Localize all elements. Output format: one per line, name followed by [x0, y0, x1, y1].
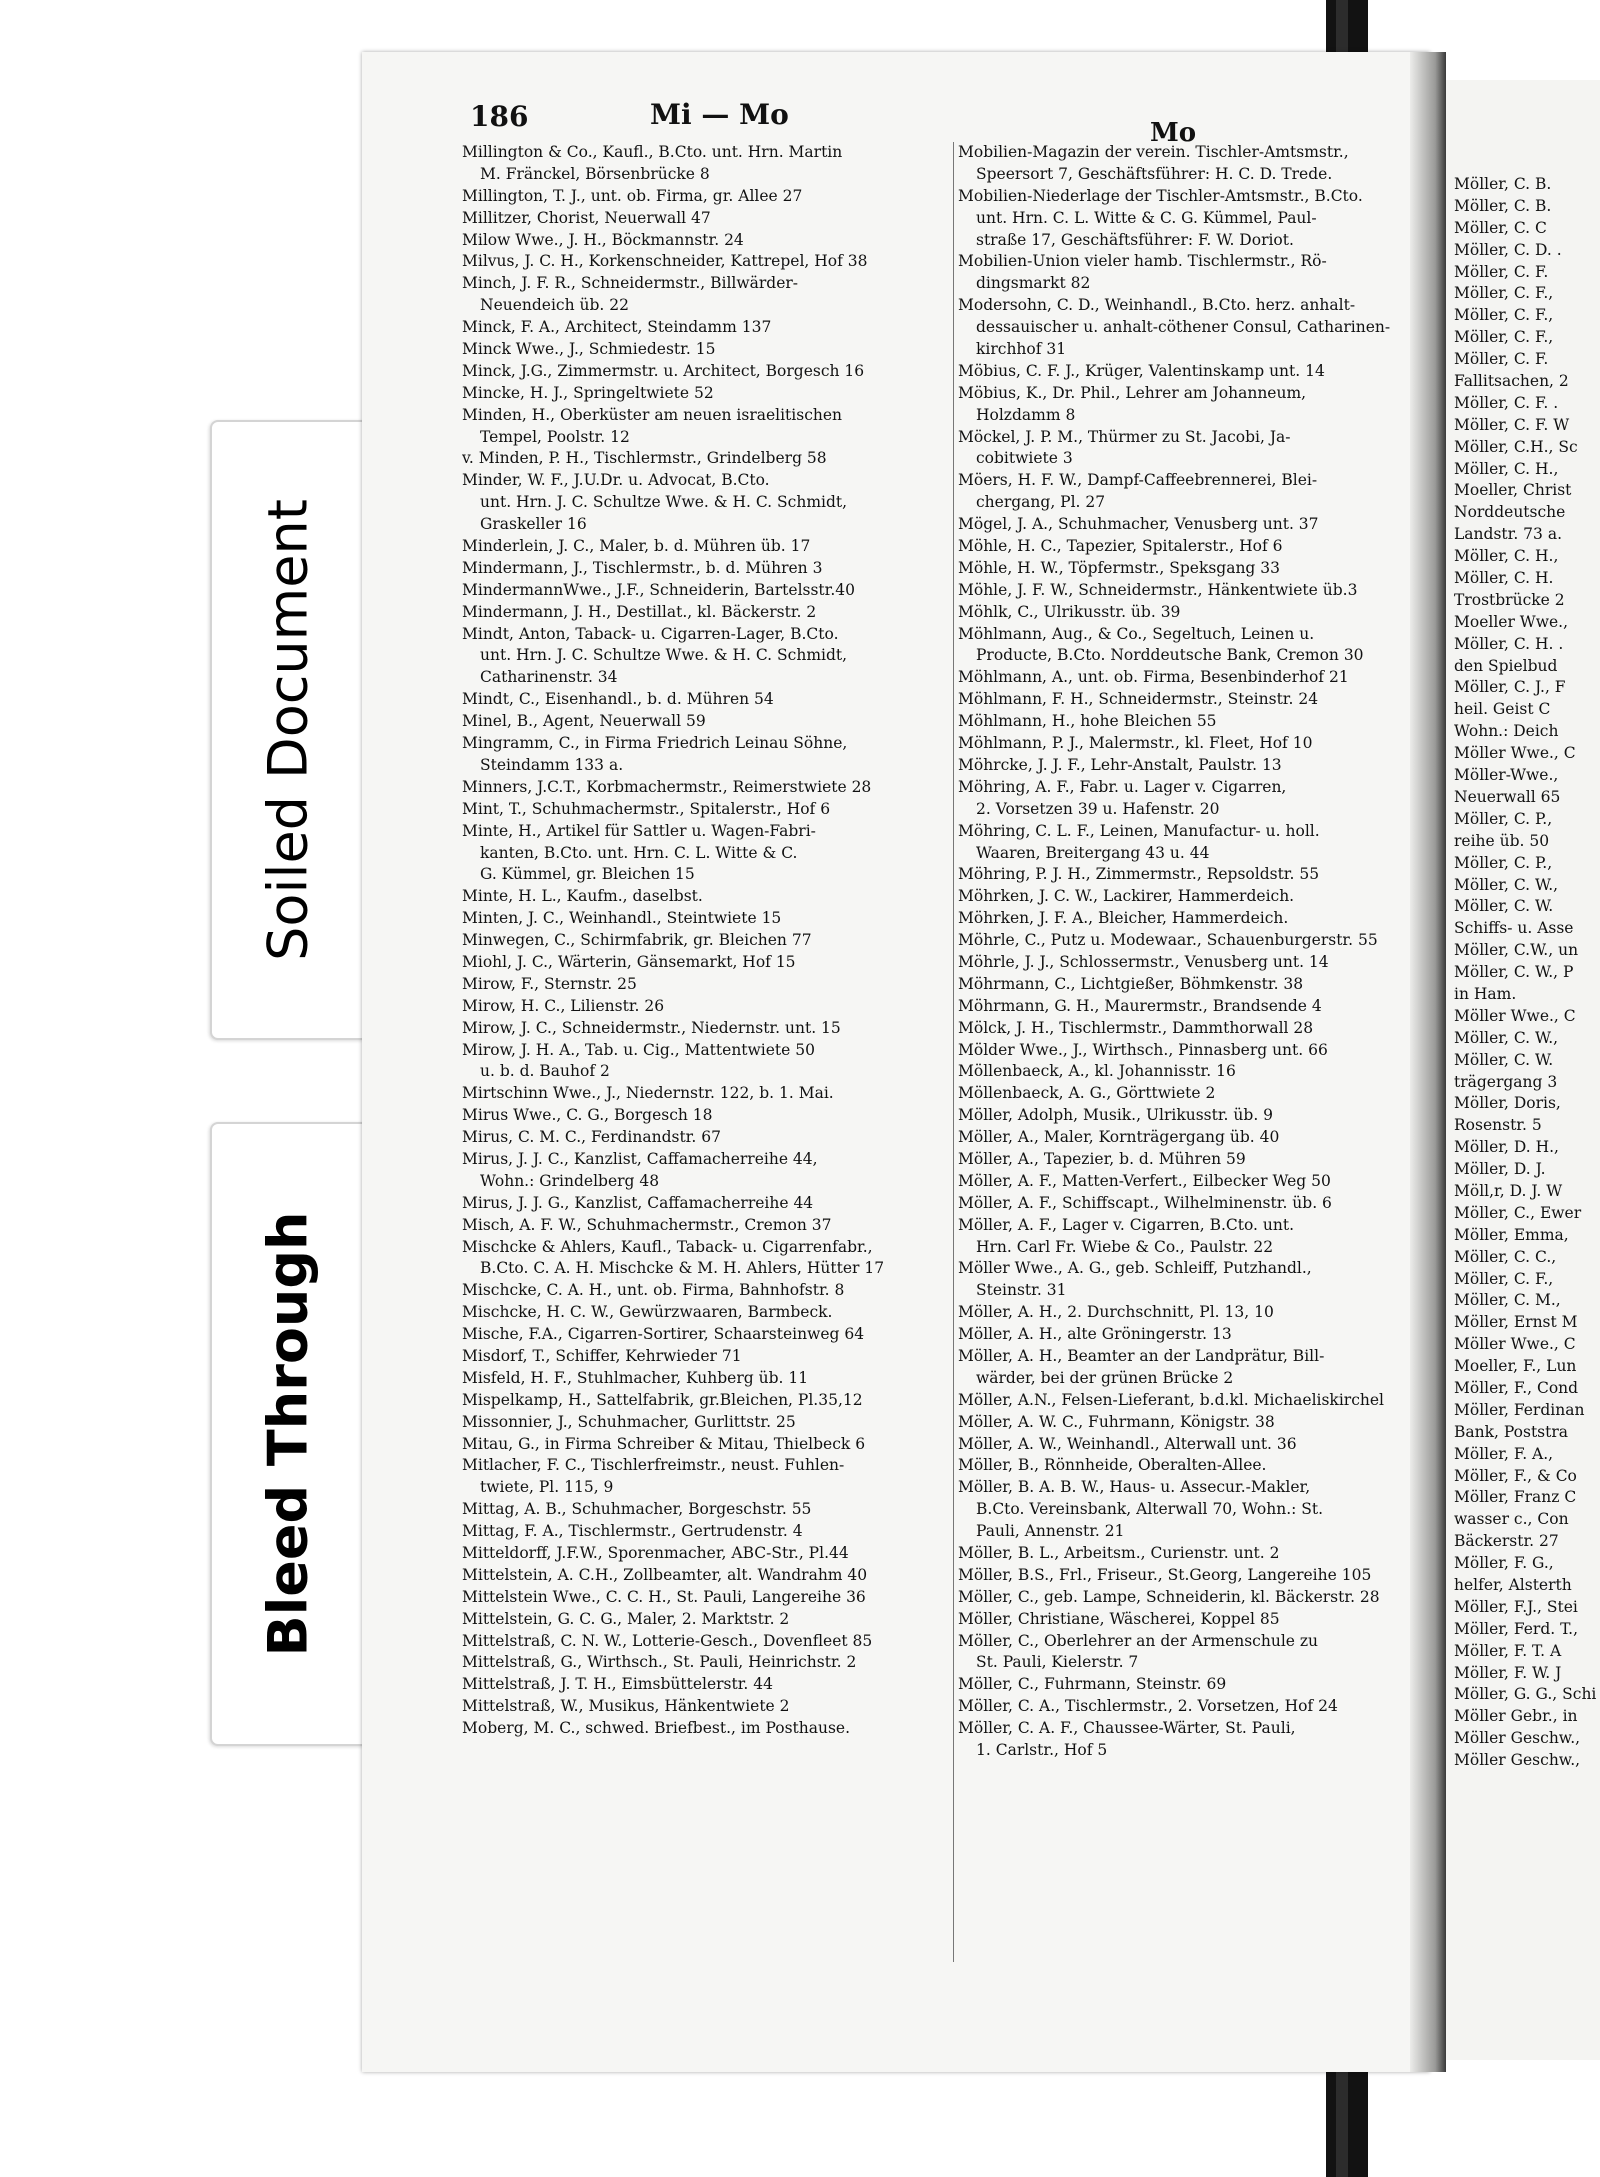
directory-entry: Mirus, J. J. G., Kanzlist, Caffamacherreihe 44 [462, 1193, 814, 1212]
directory-entry: Möller, C. B. [1454, 175, 1552, 193]
directory-entry: Möller Wwe., A. G., geb. Schleiff, Putzhandl., [958, 1259, 1312, 1278]
directory-column-left [462, 142, 950, 1740]
directory-entry: Minte, H., Artikel für Sattler u. Wagen-Fabri- [462, 821, 816, 840]
directory-entry: Mispelkamp, H., Sattelfabrik, gr.Bleichen, Pl.35,12 [462, 1390, 863, 1409]
directory-entry: B.Cto. Vereinsbank, Alterwall 70, Wohn.: St. [976, 1500, 1324, 1519]
directory-entry: dessauischer u. anhalt-cöthener Consul, Catharinen- [976, 318, 1391, 337]
directory-entry: Möller, C. H., [1454, 459, 1559, 478]
page-gutter-shadow [1410, 52, 1446, 2072]
directory-entry: u. b. d. Bauhof 2 [480, 1062, 610, 1081]
directory-entry: Mirus Wwe., C. G., Borgesch 18 [462, 1106, 713, 1125]
directory-entry: Möbius, C. F. J., Krüger, Valentinskamp unt. 14 [958, 361, 1325, 380]
directory-entry: reihe üb. 50 [1454, 831, 1550, 850]
directory-entry: Mirow, J. C., Schneidermstr., Niedernstr. unt. 15 [462, 1018, 841, 1037]
directory-entry: Minck Wwe., J., Schmiedestr. 15 [462, 340, 716, 359]
directory-entry: trägergang 3 [1454, 1072, 1558, 1091]
directory-entry: Möhrmann, C., Lichtgießer, Böhmkenstr. 38 [958, 974, 1304, 993]
directory-entry: 1. Carlstr., Hof 5 [976, 1741, 1108, 1760]
directory-entry: Norddeutsche [1454, 503, 1566, 522]
directory-entry: Möller, C. F., [1454, 1269, 1554, 1288]
directory-entry: Möller-Wwe., [1454, 766, 1559, 785]
directory-entry: Möller, C. F. . [1454, 393, 1559, 412]
directory-entry: Mingramm, C., in Firma Friedrich Leinau Söhne, [462, 734, 848, 753]
directory-entry: Möller, C. W. [1454, 1050, 1554, 1069]
directory-entry: Mirow, F., Sternstr. 25 [462, 974, 637, 993]
directory-entry: Möhrken, J. F. A., Bleicher, Hammerdeich. [958, 909, 1289, 928]
directory-entry: Mindermann, J. H., Destillat., kl. Bäckerstr. 2 [462, 602, 817, 621]
directory-entry: Möhlmann, P. J., Malermstr., kl. Fleet, Hof 10 [958, 734, 1313, 753]
directory-entry: Möller Geschw., [1454, 1751, 1581, 1770]
directory-entry: Möller, F.J., Stei [1454, 1597, 1578, 1616]
directory-entry: den Spielbud [1454, 656, 1558, 675]
directory-entry: Millitzer, Chorist, Neuerwall 47 [462, 208, 711, 227]
directory-entry: Möller, C., geb. Lampe, Schneiderin, kl. Bäckerstr. 28 [958, 1587, 1380, 1606]
directory-entry: Möller, C. C [1454, 218, 1547, 237]
directory-entry: unt. Hrn. C. L. Witte & C. G. Kümmel, Paul- [976, 208, 1317, 227]
directory-entry: Möhrcke, J. J. F., Lehr-Anstalt, Paulstr. 13 [958, 755, 1282, 774]
directory-entry: Möller, A. W., Weinhandl., Alterwall unt. 36 [958, 1434, 1297, 1453]
directory-entry: Möller, C. F. [1454, 262, 1549, 281]
directory-entry: Möller, C. F., [1454, 284, 1554, 303]
directory-entry: Missonnier, J., Schuhmacher, Gurlittstr. 25 [462, 1412, 796, 1431]
directory-entry: Mitau, G., in Firma Schreiber & Mitau, Thielbeck 6 [462, 1434, 866, 1453]
directory-entry: Möller, C. H. [1454, 569, 1554, 588]
directory-entry: Miohl, J. C., Wärterin, Gänsemarkt, Hof 15 [462, 952, 796, 971]
directory-entry: Rosenstr. 5 [1454, 1116, 1542, 1135]
directory-entry: Minch, J. F. R., Schneidermstr., Billwärder- [462, 274, 799, 293]
directory-entry: Möller, C., Fuhrmann, Steinstr. 69 [958, 1675, 1227, 1694]
directory-entry: Producte, B.Cto. Norddeutsche Bank, Cremon 30 [976, 646, 1364, 665]
directory-entry: Mittelstein Wwe., C. C. H., St. Pauli, Langereihe 36 [462, 1587, 866, 1606]
directory-entry: Möller, C. D. . [1454, 240, 1562, 259]
directory-entry: Möller, C. H. . [1454, 634, 1564, 653]
directory-entry: Mobilien-Niederlage der Tischler-Amtsmstr., B.Cto. [958, 186, 1363, 205]
directory-entry: Landstr. 73 a. [1454, 525, 1563, 544]
directory-entry: Möhrken, J. C. W., Lackirer, Hammerdeich. [958, 887, 1295, 906]
directory-entry: Mittelstraß, G., Wirthsch., St. Pauli, Heinrichstr. 2 [462, 1653, 857, 1672]
directory-entry: Möhlmann, A., unt. ob. Firma, Besenbinderhof 21 [958, 668, 1349, 687]
directory-entry: kirchhof 31 [976, 340, 1067, 359]
directory-entry: Moberg, M. C., schwed. Briefbest., im Posthause. [462, 1719, 851, 1738]
directory-entry: Möhlmann, H., hohe Bleichen 55 [958, 712, 1217, 731]
directory-entry: Möller, D. J. [1454, 1160, 1546, 1179]
directory-entry: Möller, C. J., F [1454, 678, 1566, 697]
directory-entry: Möller, Franz C [1454, 1488, 1577, 1507]
directory-entry: Wohn.: Grindelberg 48 [480, 1171, 660, 1190]
directory-entry: v. Minden, P. H., Tischlermstr., Grindelberg 58 [462, 449, 827, 468]
directory-entry: Holzdamm 8 [976, 405, 1076, 424]
directory-entry: Möller, C. P., [1454, 853, 1553, 872]
directory-entry: Mittelstraß, C. N. W., Lotterie-Gesch., Dovenfleet 85 [462, 1631, 873, 1650]
directory-entry: Waaren, Breitergang 43 u. 44 [976, 843, 1210, 862]
directory-entry: Mögel, J. A., Schuhmacher, Venusberg unt. 37 [958, 515, 1319, 534]
directory-entry: Möhring, A. F., Fabr. u. Lager v. Cigarren, [958, 777, 1287, 796]
directory-entry: Möller, C. A. F., Chaussee-Wärter, St. Pauli, [958, 1719, 1296, 1738]
directory-entry: Minte, H. L., Kaufm., daselbst. [462, 887, 703, 906]
directory-entry: Tempel, Poolstr. 12 [480, 427, 630, 446]
directory-entry: Möller, F., Cond [1454, 1378, 1579, 1397]
directory-entry: straße 17, Geschäftsführer: F. W. Doriot. [976, 230, 1294, 249]
directory-entry: Möller, C. A., Tischlermstr., 2. Vorsetzen, Hof 24 [958, 1697, 1338, 1716]
column-divider [953, 142, 954, 1962]
directory-entry: Mint, T., Schuhmachermstr., Spitalerstr., Hof 6 [462, 799, 831, 818]
directory-entry: Möller, C. W., [1454, 1028, 1559, 1047]
running-head-left: Mi — Mo [650, 98, 789, 131]
directory-entry: Hrn. Carl Fr. Wiebe & Co., Paulstr. 22 [976, 1237, 1274, 1256]
directory-entry: Millington, T. J., unt. ob. Firma, gr. Allee 27 [462, 186, 803, 205]
directory-entry: Möller Geschw., [1454, 1729, 1581, 1748]
directory-entry: Milow Wwe., J. H., Böckmannstr. 24 [462, 230, 744, 249]
directory-entry: B.Cto. C. A. H. Mischcke & M. H. Ahlers, Hütter 17 [480, 1259, 885, 1278]
directory-entry: MindermannWwe., J.F., Schneiderin, Bartelsstr.40 [462, 580, 856, 599]
directory-entry: Möller Wwe., C [1454, 1335, 1576, 1354]
directory-entry: Möller, Emma, [1454, 1225, 1569, 1244]
directory-entry: Möller, C., Ewer [1454, 1203, 1582, 1222]
directory-entry: Möller, F. A., [1454, 1444, 1554, 1463]
directory-entry: Möller, C. F. W [1454, 415, 1570, 434]
directory-entry: 2. Vorsetzen 39 u. Hafenstr. 20 [976, 799, 1220, 818]
directory-entry: Mische, F.A., Cigarren-Sortirer, Schaarsteinweg 64 [462, 1325, 865, 1344]
tab-soiled-document-label: Soiled Document [256, 499, 320, 961]
directory-entry: Möhle, J. F. W., Schneidermstr., Hänkentwiete üb.3 [958, 580, 1358, 599]
directory-entry: Möhring, P. J. H., Zimmermstr., Repsoldstr. 55 [958, 865, 1320, 884]
directory-entry: dingsmarkt 82 [976, 274, 1091, 293]
directory-entry: Minel, B., Agent, Neuerwall 59 [462, 712, 706, 731]
directory-entry: Misfeld, H. F., Stuhlmacher, Kuhberg üb. 11 [462, 1368, 809, 1387]
directory-entry: Möers, H. F. W., Dampf-Caffeebrennerei, Blei- [958, 471, 1318, 490]
directory-entry: Mobilien-Magazin der verein. Tischler-Amtsmstr., [958, 143, 1349, 161]
directory-entry: Graskeller 16 [480, 515, 587, 534]
directory-entry: Möller Gebr., in [1454, 1707, 1578, 1726]
directory-entry: Möller, F. T. A [1454, 1641, 1562, 1660]
directory-entry: Möller Wwe., C [1454, 1006, 1576, 1025]
directory-entry: Bank, Poststra [1454, 1422, 1569, 1441]
directory-entry: Mirtschinn Wwe., J., Niedernstr. 122, b. 1. Mai. [462, 1084, 834, 1103]
directory-entry: wärder, bei der grünen Brücke 2 [976, 1368, 1234, 1387]
directory-entry: Möhlk, C., Ulrikusstr. üb. 39 [958, 602, 1181, 621]
directory-entry: Möbius, K., Dr. Phil., Lehrer am Johanneum, [958, 383, 1307, 402]
directory-entry: Mirus, J. J. C., Kanzlist, Caffamacherreihe 44, [462, 1149, 818, 1168]
directory-entry: Möller, C.W., un [1454, 941, 1579, 960]
directory-entry: Mindt, Anton, Taback- u. Cigarren-Lager, B.Cto. [462, 624, 839, 643]
directory-entry: Möller, G. G., Schi [1454, 1685, 1597, 1704]
directory-entry: Mincke, H. J., Springeltwiete 52 [462, 383, 714, 402]
directory-entry: Möller, C. F. [1454, 350, 1549, 369]
tab-bleed-through[interactable] [210, 1122, 364, 1746]
directory-entry: Milvus, J. C. H., Korkenschneider, Kattrepel, Hof 38 [462, 252, 868, 271]
directory-entry: chergang, Pl. 27 [976, 493, 1106, 512]
directory-entry: Möller, C. W. [1454, 897, 1554, 916]
directory-entry: Möller, C.H., Sc [1454, 437, 1578, 456]
directory-entry: Moeller, F., Lun [1454, 1357, 1577, 1376]
directory-entry: Möller, Adolph, Musik., Ulrikusstr. üb. 9 [958, 1106, 1274, 1125]
directory-entry: Möller, C. M., [1454, 1291, 1561, 1310]
directory-entry: Minck, J.G., Zimmermstr. u. Architect, Borgesch 16 [462, 361, 865, 380]
directory-entry: Moeller Wwe., [1454, 612, 1569, 631]
directory-entry: unt. Hrn. J. C. Schultze Wwe. & H. C. Schmidt, [480, 646, 848, 665]
directory-entry: Mittelstraß, W., Musikus, Hänkentwiete 2 [462, 1697, 790, 1716]
directory-entry: Möhrmann, G. H., Maurermstr., Brandsende 4 [958, 996, 1322, 1015]
directory-entry: heil. Geist C [1454, 700, 1551, 719]
page-number: 186 [470, 100, 529, 133]
directory-entry: Möller, A. F., Schiffscapt., Wilhelminenstr. üb. 6 [958, 1193, 1332, 1212]
directory-entry: Minten, J. C., Weinhandl., Steintwiete 15 [462, 909, 782, 928]
directory-entry: Möhrle, J. J., Schlossermstr., Venusberg unt. 14 [958, 952, 1329, 971]
directory-entry: Möller, B.S., Frl., Friseur., St.Georg, Langereihe 105 [958, 1565, 1372, 1584]
directory-entry: Schiffs- u. Asse [1454, 919, 1574, 938]
directory-entry: Möhle, H. W., Töpfermstr., Speksgang 33 [958, 558, 1281, 577]
directory-entry: Möller, C. H., [1454, 547, 1559, 566]
directory-entry: Möhlmann, Aug., & Co., Segeltuch, Leinen u. [958, 624, 1315, 643]
directory-entry: Möller, C. W., P [1454, 963, 1574, 982]
directory-entry: Steindamm 133 a. [480, 755, 624, 774]
running-head-right: Mo [1150, 118, 1197, 148]
directory-entry: Möller, C., Oberlehrer an der Armenschule zu [958, 1631, 1319, 1650]
directory-entry: Mischcke & Ahlers, Kaufl., Taback- u. Cigarrenfabr., [462, 1237, 873, 1256]
directory-entry: Mittelstein, G. C. G., Maler, 2. Marktstr. 2 [462, 1609, 790, 1628]
directory-entry: Mittelstraß, J. T. H., Eimsbüttelerstr. 44 [462, 1675, 773, 1694]
directory-entry: Mittelstein, A. C.H., Zollbeamter, alt. Wandrahm 40 [462, 1565, 868, 1584]
directory-entry: Mischcke, H. C. W., Gewürzwaaren, Barmbeck. [462, 1303, 833, 1322]
directory-entry: Steinstr. 31 [976, 1281, 1067, 1300]
directory-entry: Bäckerstr. 27 [1454, 1532, 1559, 1551]
directory-entry: Minck, F. A., Architect, Steindamm 137 [462, 318, 772, 337]
directory-entry: Möll,r, D. J. W [1454, 1181, 1563, 1200]
directory-entry: wasser c., Con [1454, 1510, 1569, 1529]
directory-entry: Mölck, J. H., Tischlermstr., Dammthorwall 28 [958, 1018, 1314, 1037]
directory-entry: Minderlein, J. C., Maler, b. d. Mühren üb. 17 [462, 537, 811, 556]
directory-entry: Möhrle, C., Putz u. Modewaar., Schauenburgerstr. 55 [958, 931, 1378, 950]
directory-entry: Möller, B. L., Arbeitsm., Curienstr. unt. 2 [958, 1544, 1280, 1562]
directory-entry: Möller, C. P., [1454, 809, 1553, 828]
directory-entry: Möller, A., Tapezier, b. d. Mühren 59 [958, 1149, 1246, 1168]
directory-entry: Speersort 7, Geschäftsführer: H. C. D. Trede. [976, 164, 1333, 183]
directory-entry: Minwegen, C., Schirmfabrik, gr. Bleichen 77 [462, 931, 812, 950]
directory-entry: Mindermann, J., Tischlermstr., b. d. Mühren 3 [462, 558, 823, 577]
tab-soiled-document[interactable] [210, 420, 364, 1040]
next-page-fragment [1446, 80, 1600, 2060]
directory-entry: Catharinenstr. 34 [480, 668, 618, 687]
directory-entry: Möller, A.N., Felsen-Lieferant, b.d.kl. Michaeliskirchel [958, 1390, 1384, 1409]
directory-entry: G. Kümmel, gr. Bleichen 15 [480, 865, 695, 884]
directory-entry: Mitlacher, F. C., Tischlerfreimstr., neust. Fuhlen- [462, 1456, 845, 1475]
tab-bleed-through-label: Bleed Through [256, 1211, 320, 1657]
directory-entry: Möller, A. H., 2. Durchschnitt, Pl. 13, 10 [958, 1303, 1274, 1322]
directory-entry: Möller, C. F., [1454, 328, 1554, 347]
directory-entry: Möller, A. W. C., Fuhrmann, Königstr. 38 [958, 1412, 1275, 1431]
directory-entry: Möller, F., & Co [1454, 1466, 1577, 1485]
directory-entry: Möckel, J. P. M., Thürmer zu St. Jacobi, Ja- [958, 427, 1291, 446]
directory-entry: Mölder Wwe., J., Wirthsch., Pinnasberg unt. 66 [958, 1040, 1328, 1059]
directory-entry: Möller, Ferd. T., [1454, 1619, 1579, 1638]
directory-entry: Moeller, Christ [1454, 481, 1572, 500]
directory-entry: in Ham. [1454, 984, 1517, 1003]
directory-entry: Minden, H., Oberküster am neuen israelitischen [462, 405, 843, 424]
directory-entry: Möller Wwe., C [1454, 744, 1576, 763]
directory-entry: Möller, C. W., [1454, 875, 1559, 894]
directory-entry: Möller, C. F., [1454, 306, 1554, 325]
directory-entry: Möller, C. B. [1454, 196, 1552, 215]
directory-entry: Mirow, H. C., Lilienstr. 26 [462, 996, 665, 1015]
directory-entry: Misch, A. F. W., Schuhmachermstr., Cremon 37 [462, 1215, 832, 1234]
directory-entry: Pauli, Annenstr. 21 [976, 1522, 1125, 1541]
directory-entry: Mobilien-Union vieler hamb. Tischlermstr., Rö- [958, 252, 1327, 271]
directory-entry: Möller, A. F., Matten-Verfert., Eilbecker Weg 50 [958, 1171, 1331, 1190]
directory-entry: Möller, B. A. B. W., Haus- u. Assecur.-Makler, [958, 1478, 1311, 1497]
directory-entry: helfer, Alsterth [1454, 1576, 1572, 1594]
directory-entry: Mirus, C. M. C., Ferdinandstr. 67 [462, 1128, 721, 1147]
directory-entry: Möller, Christiane, Wäscherei, Koppel 85 [958, 1609, 1280, 1628]
directory-entry: Möller, A., Maler, Kornträgergang üb. 40 [958, 1128, 1280, 1147]
directory-entry: Mittag, A. B., Schuhmacher, Borgeschstr. 55 [462, 1500, 812, 1519]
directory-entry: Möller, Doris, [1454, 1094, 1561, 1113]
directory-entry: Möller, A. H., alte Gröningerstr. 13 [958, 1325, 1232, 1344]
directory-entry: unt. Hrn. J. C. Schultze Wwe. & H. C. Schmidt, [480, 493, 848, 512]
directory-entry: Möller, Ernst M [1454, 1313, 1578, 1332]
directory-entry: Millington & Co., Kaufl., B.Cto. unt. Hrn. Martin [462, 143, 843, 161]
directory-entry: M. Fränckel, Börsenbrücke 8 [480, 164, 710, 183]
directory-entry: Möhle, H. C., Tapezier, Spitalerstr., Hof 6 [958, 537, 1283, 556]
directory-entry: Möller, F. G., [1454, 1554, 1554, 1573]
next-page-column [1454, 174, 1600, 1772]
directory-entry: Möller, F. W. J [1454, 1663, 1562, 1682]
directory-entry: Möller, A. H., Beamter an der Landprätur, Bill- [958, 1346, 1325, 1365]
directory-entry: cobitwiete 3 [976, 449, 1073, 468]
directory-entry: twiete, Pl. 115, 9 [480, 1478, 614, 1497]
directory-entry: Wohn.: Deich [1454, 722, 1559, 741]
directory-entry: Möller, D. H., [1454, 1138, 1559, 1157]
directory-entry: Modersohn, C. D., Weinhandl., B.Cto. herz. anhalt- [958, 296, 1356, 315]
directory-entry: Fallitsachen, 2 [1454, 372, 1569, 391]
directory-entry: Misdorf, T., Schiffer, Kehrwieder 71 [462, 1346, 742, 1365]
directory-entry: Trostbrücke 2 [1454, 590, 1565, 609]
directory-entry: Möllenbaeck, A., kl. Johannisstr. 16 [958, 1062, 1236, 1081]
directory-entry: Neuendeich üb. 22 [480, 296, 629, 315]
directory-entry: Möhring, C. L. F., Leinen, Manufactur- u. holl. [958, 821, 1320, 840]
directory-entry: Möller, C. C., [1454, 1247, 1557, 1266]
directory-entry: St. Pauli, Kielerstr. 7 [976, 1653, 1139, 1672]
directory-entry: Möller, Ferdinan [1454, 1400, 1585, 1419]
directory-entry: Möller, A. F., Lager v. Cigarren, B.Cto. unt. [958, 1215, 1295, 1234]
directory-column-right [958, 142, 1406, 1762]
directory-entry: Mittag, F. A., Tischlermstr., Gertrudenstr. 4 [462, 1522, 803, 1541]
directory-entry: Möhlmann, F. H., Schneidermstr., Steinstr. 24 [958, 690, 1319, 709]
directory-entry: Möllenbaeck, A. G., Görttwiete 2 [958, 1084, 1216, 1103]
directory-entry: Neuerwall 65 [1454, 787, 1561, 806]
directory-entry: Mischcke, C. A. H., unt. ob. Firma, Bahnhofstr. 8 [462, 1281, 845, 1300]
directory-entry: Mindt, C., Eisenhandl., b. d. Mühren 54 [462, 690, 774, 709]
directory-entry: Mitteldorff, J.F.W., Sporenmacher, ABC-Str., Pl.44 [462, 1544, 849, 1562]
directory-entry: Minners, J.C.T., Korbmachermstr., Reimerstwiete 28 [462, 777, 872, 796]
directory-entry: kanten, B.Cto. unt. Hrn. C. L. Witte & C. [480, 843, 798, 862]
directory-entry: Minder, W. F., J.U.Dr. u. Advocat, B.Cto. [462, 471, 770, 490]
directory-entry: Möller, B., Rönnheide, Oberalten-Allee. [958, 1456, 1267, 1475]
directory-entry: Mirow, J. H. A., Tab. u. Cig., Mattentwiete 50 [462, 1040, 815, 1059]
